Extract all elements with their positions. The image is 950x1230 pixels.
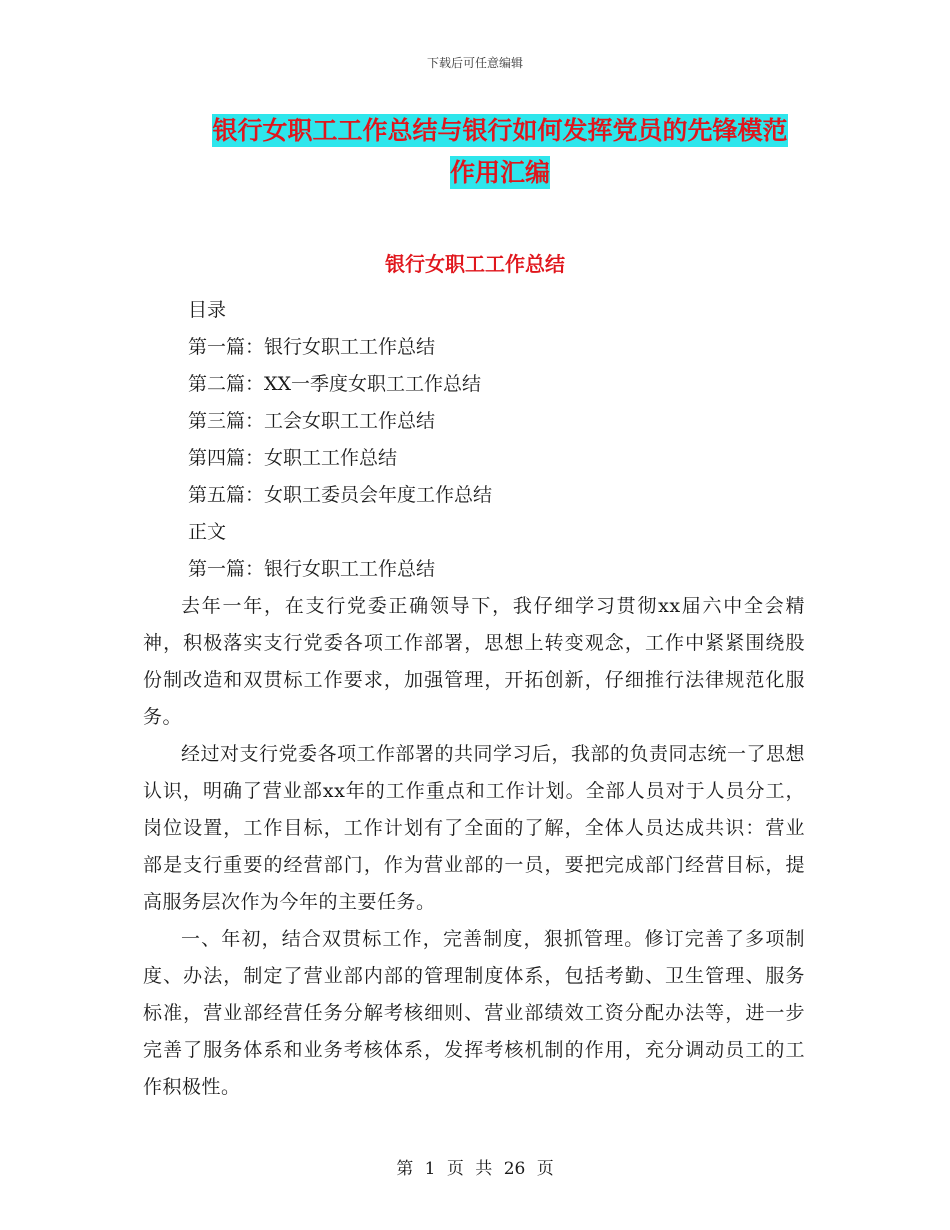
body-heading: 正文 xyxy=(188,521,227,543)
toc-item: 第四篇：女职工工作总结 xyxy=(188,447,398,469)
toc-heading: 目录 xyxy=(188,299,227,321)
toc-item: 第五篇：女职工委员会年度工作总结 xyxy=(188,484,493,506)
paragraph: 去年一年，在支行党委正确领导下，我仔细学习贯彻xx届六中全会精神，积极落实支行党委各项工作部署，思想上转变观念，工作中紧紧围绕股份制改造和双贯标工作要求，加强管理，开拓创新，仔细推行法律规范化服务。 xyxy=(143,595,805,728)
page-number: 第 1 页 共 26 页 xyxy=(396,1159,554,1179)
document-title-line-1: 银行女职工工作总结与银行如何发挥党员的先锋模范 xyxy=(212,116,788,145)
toc-item: 第三篇：工会女职工工作总结 xyxy=(188,410,436,432)
toc-item: 第一篇：银行女职工工作总结 xyxy=(188,336,436,358)
paragraph: 经过对支行党委各项工作部署的共同学习后，我部的负责同志统一了思想认识，明确了营业部xx年的工作重点和工作计划。全部人员对于人员分工，岗位设置，工作目标，工作计划有了全面的了解，全体人员达成共识：营业部是支行重要的经营部门，作为营业部的一员，要把完成部门经营目标，提高服务层次作为今年的主要任务。 xyxy=(143,743,806,913)
table-of-contents xyxy=(188,292,828,588)
chapter-heading: 第一篇：银行女职工工作总结 xyxy=(188,558,436,580)
document-title-line-2: 作用汇编 xyxy=(449,158,550,187)
page-header-note: 下载后可任意编辑 xyxy=(426,56,523,70)
section-title: 银行女职工工作总结 xyxy=(385,252,565,276)
body-text xyxy=(143,588,805,1106)
document-title xyxy=(150,110,850,194)
paragraph: 一、年初，结合双贯标工作，完善制度，狠抓管理。修订完善了多项制度、办法，制定了营业部内部的管理制度体系，包括考勤、卫生管理、服务标准，营业部经营任务分解考核细则、营业部绩效工资分配办法等，进一步完善了服务体系和业务考核体系，发挥考核机制的作用，充分调动员工的工作积极性。 xyxy=(143,928,805,1098)
toc-item: 第二篇：XX一季度女职工工作总结 xyxy=(188,373,482,395)
